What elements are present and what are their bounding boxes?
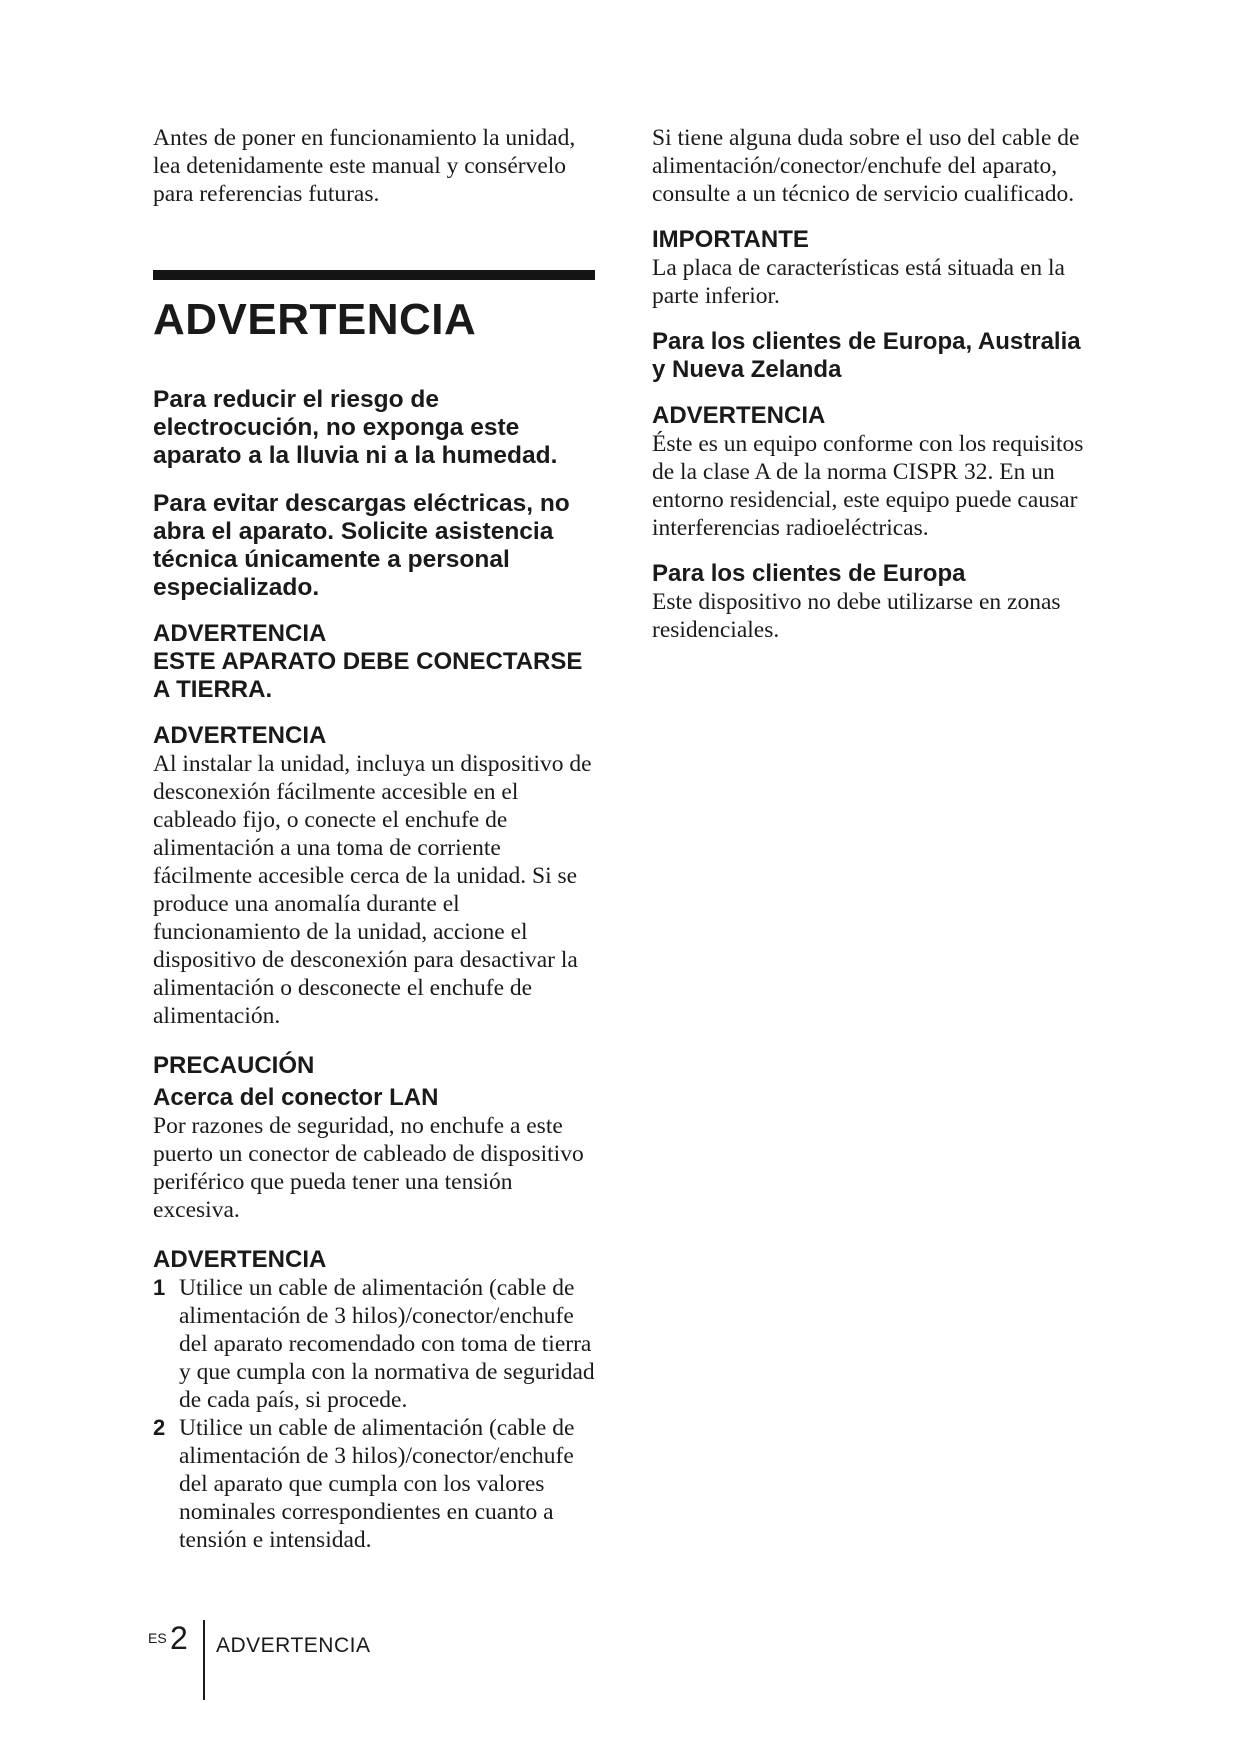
list-item-number: 2: [153, 1415, 166, 1440]
list-item-number: 1: [153, 1275, 166, 1300]
cispr-warning-heading: ADVERTENCIA: [652, 402, 826, 429]
caution-section: [153, 1052, 598, 1224]
europe-heading: Para los clientes de Europa: [652, 560, 966, 587]
europe-text: Este dispositivo no debe utilizarse en zonas residenciales.: [652, 589, 1061, 643]
region-section: [652, 328, 1097, 384]
cable-doubt-paragraph: Si tiene alguna duda sobre el uso del cable de alimentación/conector/enchufe del aparato, consulte a un técnico de servicio cualificado.: [652, 125, 1080, 207]
footer-page-number: 2: [170, 1620, 188, 1656]
ground-warning-section: [153, 620, 598, 704]
cable-warning-list: [153, 1274, 598, 1554]
page-title: ADVERTENCIA: [153, 295, 477, 344]
ground-warning-line-2: A TIERRA.: [153, 676, 273, 703]
caution-heading: PRECAUCIÓN: [153, 1052, 315, 1079]
cispr-warning-section: [652, 402, 1097, 542]
list-item-text: Utilice un cable de alimentación (cable de alimentación de 3 hilos)/conector/enchufe del aparato que cumpla con los valores nominales correspondientes en cuanto a tensión e intensidad.: [179, 1415, 575, 1553]
cispr-warning-text: Éste es un equipo conforme con los requisitos de la clase A de la norma CISPR 32. En un entorno residencial, este equipo puede causar interferencias radioeléctricas.: [652, 431, 1084, 541]
footer-section-title: ADVERTENCIA: [216, 1634, 371, 1657]
section-rule: [153, 270, 595, 280]
important-text: La placa de características está situada en la parte inferior.: [652, 255, 1065, 309]
cable-warning-section: [153, 1246, 598, 1554]
region-heading: Para los clientes de Europa, Australia y Nueva Zelanda: [652, 328, 1081, 383]
warning-electrocution: Para reducir el riesgo de electrocución, no exponga este aparato a la lluvia ni a la humedad.: [153, 386, 558, 469]
important-heading: IMPORTANTE: [652, 226, 809, 253]
warning-electric-shock: Para evitar descargas eléctricas, no abra el aparato. Solicite asistencia técnica únicamente a personal especializado.: [153, 490, 570, 601]
list-item-text: Utilice un cable de alimentación (cable de alimentación de 3 hilos)/conector/enchufe del aparato recomendado con toma de tierra y que cumpla con la normativa de seguridad de cada país, si procede.: [179, 1275, 595, 1413]
ground-warning-line-1: ESTE APARATO DEBE CONECTARSE: [153, 648, 583, 675]
left-column: [153, 124, 598, 1554]
cable-warning-heading: ADVERTENCIA: [153, 1246, 327, 1273]
caution-text: Por razones de seguridad, no enchufe a este puerto un conector de cableado de dispositivo periférico que pueda tener una tensión excesiva.: [153, 1113, 584, 1223]
list-item: [153, 1414, 598, 1554]
ground-warning-heading: ADVERTENCIA: [153, 620, 327, 647]
caution-subheading: Acerca del conector LAN: [153, 1084, 439, 1111]
important-section: [652, 226, 1097, 310]
list-item: [153, 1274, 598, 1414]
disconnect-warning-text: Al instalar la unidad, incluya un dispositivo de desconexión fácilmente accesible en el cableado fijo, o conecte el enchufe de alimentación a una toma de corriente fácilmente accesible cerca de la unidad. Si se produce una anomalía durante el funcionamiento de la unidad, accione el dispositivo de desconexión para desactivar la alimentación o desconecte el enchufe de alimentación.: [153, 751, 592, 1029]
disconnect-warning-section: [153, 722, 598, 1030]
disconnect-warning-heading: ADVERTENCIA: [153, 722, 327, 749]
footer-divider: [203, 1620, 205, 1700]
intro-paragraph: Antes de poner en funcionamiento la unidad, lea detenidamente este manual y consérvelo para referencias futuras.: [153, 125, 576, 207]
right-column: [652, 124, 1097, 644]
footer-language: ES: [148, 1630, 167, 1646]
europe-section: [652, 560, 1097, 644]
